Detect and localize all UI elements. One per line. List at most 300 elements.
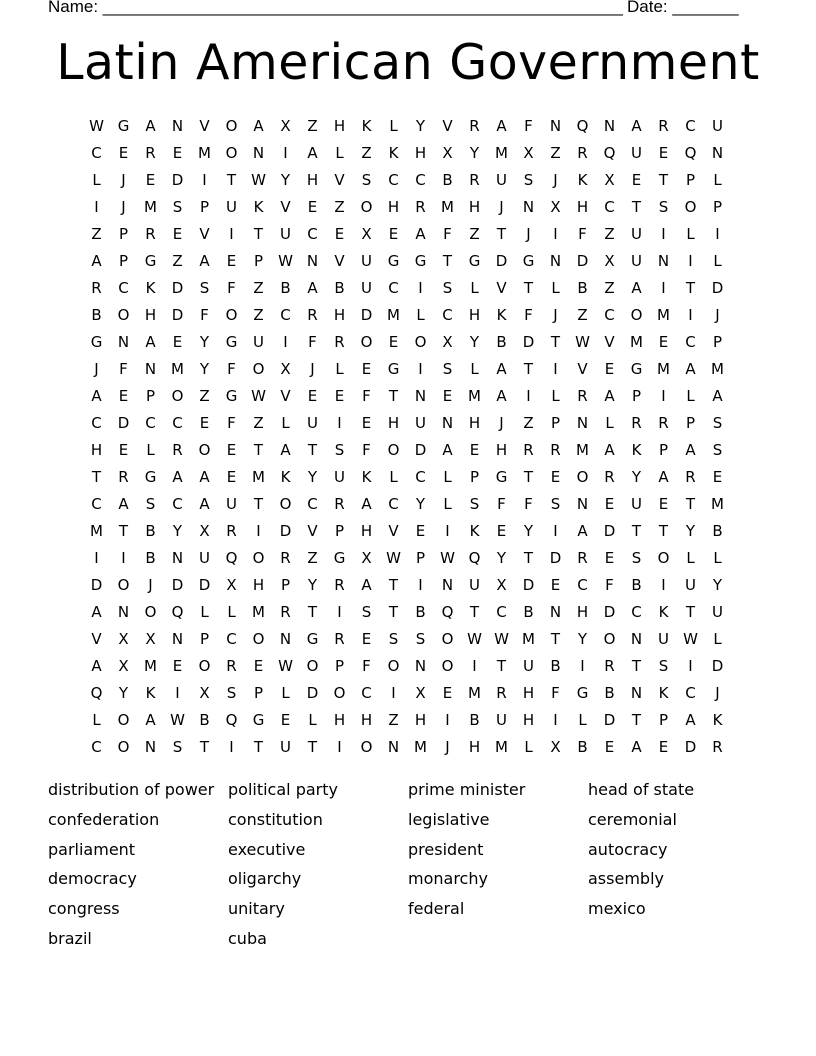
grid-letter: X <box>199 684 210 702</box>
grid-letter: P <box>334 522 345 540</box>
grid-letter: E <box>442 684 453 702</box>
grid-letter: A <box>91 252 102 270</box>
grid-letter: R <box>145 225 156 243</box>
word-list-item: confederation <box>48 809 160 829</box>
grid-letter: R <box>280 603 291 621</box>
grid-letter: I <box>391 684 396 702</box>
grid-letter: T <box>496 225 507 243</box>
grid-letter: I <box>688 252 693 270</box>
grid-letter: V <box>91 630 102 648</box>
grid-letter: A <box>199 468 210 486</box>
grid-letter: P <box>145 387 156 405</box>
grid-letter: M <box>468 387 481 405</box>
grid-letter: G <box>630 360 643 378</box>
grid-letter: X <box>604 252 615 270</box>
grid-letter: X <box>226 576 237 594</box>
grid-letter: Q <box>441 603 454 621</box>
grid-letter: O <box>387 657 400 675</box>
grid-letter: C <box>91 738 102 756</box>
grid-letter: F <box>227 279 236 297</box>
grid-letter: M <box>711 360 724 378</box>
grid-letter: E <box>145 171 156 189</box>
grid-letter: Q <box>171 603 184 621</box>
grid-letter: O <box>441 630 454 648</box>
grid-letter: N <box>414 387 427 405</box>
grid-letter: G <box>306 630 319 648</box>
grid-letter: R <box>604 657 615 675</box>
grid-letter: M <box>522 630 535 648</box>
grid-letter: N <box>576 495 589 513</box>
grid-letter: M <box>576 441 589 459</box>
grid-letter: I <box>94 198 99 216</box>
grid-letter: A <box>307 144 318 162</box>
word-list-item: head of state <box>588 780 695 799</box>
grid-letter: X <box>550 198 561 216</box>
grid-letter: U <box>631 225 642 243</box>
grid-letter: B <box>334 279 345 297</box>
grid-letter: K <box>496 306 507 324</box>
grid-letter: V <box>604 333 615 351</box>
grid-letter: O <box>117 576 130 594</box>
grid-letter: N <box>279 630 292 648</box>
grid-letter: P <box>712 333 723 351</box>
grid-letter: W <box>386 549 401 567</box>
grid-letter: L <box>200 603 209 621</box>
word-list-item: distribution of power <box>48 780 215 799</box>
grid-letter: C <box>604 198 615 216</box>
grid-letter: D <box>90 576 103 594</box>
grid-letter: A <box>91 603 102 621</box>
grid-letter: F <box>551 684 560 702</box>
grid-letter: C <box>118 279 129 297</box>
letter-grid <box>83 113 731 761</box>
grid-letter: P <box>199 198 210 216</box>
grid-letter: A <box>658 468 669 486</box>
grid-letter: V <box>334 171 345 189</box>
grid-letter: P <box>253 684 264 702</box>
grid-letter: X <box>442 144 453 162</box>
grid-letter: H <box>576 198 589 216</box>
grid-letter: A <box>712 387 723 405</box>
grid-letter: T <box>631 657 642 675</box>
grid-letter: F <box>605 576 614 594</box>
grid-letter: P <box>550 414 561 432</box>
name-field-label: Name: _______________________________________________________ <box>48 0 623 16</box>
grid-letter: D <box>711 279 724 297</box>
grid-letter: Y <box>172 522 183 540</box>
grid-letter: Q <box>225 711 238 729</box>
grid-letter: E <box>361 630 372 648</box>
grid-letter: I <box>445 711 450 729</box>
grid-letter: Z <box>253 414 264 432</box>
grid-letter: X <box>604 171 615 189</box>
grid-letter: C <box>307 495 318 513</box>
grid-letter: I <box>94 549 99 567</box>
grid-letter: O <box>603 630 616 648</box>
grid-letter: A <box>118 495 129 513</box>
grid-letter: W <box>494 630 509 648</box>
grid-letter: T <box>253 738 264 756</box>
grid-letter: T <box>523 549 534 567</box>
grid-letter: B <box>496 333 507 351</box>
grid-letter: O <box>252 630 265 648</box>
grid-letter: I <box>283 333 288 351</box>
grid-letter: W <box>89 117 104 135</box>
grid-letter: Q <box>468 549 481 567</box>
grid-letter: E <box>118 144 129 162</box>
grid-letter: I <box>688 657 693 675</box>
grid-letter: E <box>388 333 399 351</box>
grid-letter: E <box>658 738 669 756</box>
grid-letter: K <box>577 171 588 189</box>
grid-letter: E <box>172 657 183 675</box>
grid-letter: W <box>278 252 293 270</box>
grid-letter: S <box>550 495 561 513</box>
grid-letter: R <box>145 144 156 162</box>
grid-letter: L <box>551 279 560 297</box>
grid-letter: P <box>199 630 210 648</box>
grid-letter: A <box>91 657 102 675</box>
grid-letter: N <box>144 360 157 378</box>
grid-letter: P <box>685 414 696 432</box>
grid-letter: D <box>171 171 184 189</box>
grid-letter: N <box>549 603 562 621</box>
grid-letter: A <box>361 576 372 594</box>
grid-letter: J <box>121 198 126 216</box>
grid-letter: M <box>414 738 427 756</box>
grid-letter: T <box>523 279 534 297</box>
grid-letter: N <box>522 198 535 216</box>
grid-letter: R <box>415 198 426 216</box>
grid-letter: K <box>145 279 156 297</box>
grid-letter: L <box>524 738 533 756</box>
grid-letter: I <box>553 522 558 540</box>
grid-letter: I <box>229 738 234 756</box>
grid-letter: M <box>630 333 643 351</box>
grid-letter: C <box>685 684 696 702</box>
grid-letter: X <box>361 549 372 567</box>
grid-letter: F <box>362 387 371 405</box>
grid-letter: I <box>283 144 288 162</box>
grid-letter: P <box>631 387 642 405</box>
grid-letter: C <box>388 171 399 189</box>
grid-letter: Y <box>685 522 696 540</box>
grid-letter: W <box>467 630 482 648</box>
grid-letter: T <box>442 252 453 270</box>
grid-letter: A <box>415 225 426 243</box>
date-field-label: Date: _______ <box>627 0 739 16</box>
grid-letter: N <box>549 252 562 270</box>
grid-letter: H <box>522 684 535 702</box>
grid-letter: E <box>469 441 480 459</box>
grid-letter: E <box>415 522 426 540</box>
grid-letter: C <box>415 468 426 486</box>
grid-letter: E <box>172 225 183 243</box>
grid-letter: T <box>685 603 696 621</box>
grid-letter: N <box>171 549 184 567</box>
grid-letter: E <box>631 171 642 189</box>
grid-letter: M <box>252 468 265 486</box>
grid-letter: L <box>713 252 722 270</box>
grid-letter: D <box>171 279 184 297</box>
grid-letter: I <box>661 576 666 594</box>
grid-letter: H <box>414 711 427 729</box>
grid-letter: W <box>251 171 266 189</box>
grid-letter: T <box>550 333 561 351</box>
grid-letter: A <box>199 252 210 270</box>
grid-letter: E <box>550 468 561 486</box>
grid-letter: A <box>145 711 156 729</box>
grid-letter: V <box>442 117 453 135</box>
grid-letter: O <box>576 468 589 486</box>
grid-letter: Z <box>523 414 534 432</box>
grid-letter: F <box>578 225 587 243</box>
grid-letter: V <box>280 387 291 405</box>
grid-letter: J <box>148 576 153 594</box>
word-list-item: political party <box>228 780 338 799</box>
grid-letter: R <box>280 549 291 567</box>
grid-letter: R <box>307 306 318 324</box>
grid-letter: L <box>551 387 560 405</box>
grid-letter: X <box>280 360 291 378</box>
grid-letter: X <box>361 225 372 243</box>
grid-letter: U <box>334 468 345 486</box>
grid-letter: F <box>524 117 533 135</box>
grid-letter: I <box>337 738 342 756</box>
grid-letter: R <box>91 279 102 297</box>
grid-letter: E <box>658 495 669 513</box>
grid-letter: B <box>523 603 534 621</box>
grid-letter: C <box>172 414 183 432</box>
grid-letter: R <box>172 441 183 459</box>
grid-letter: O <box>171 387 184 405</box>
grid-letter: O <box>360 198 373 216</box>
grid-letter: N <box>441 576 454 594</box>
grid-letter: T <box>469 603 480 621</box>
grid-letter: B <box>712 522 723 540</box>
grid-letter: V <box>334 252 345 270</box>
grid-letter: T <box>658 522 669 540</box>
grid-letter: P <box>118 225 129 243</box>
grid-letter: Z <box>334 198 345 216</box>
grid-letter: T <box>307 738 318 756</box>
grid-letter: N <box>252 144 265 162</box>
grid-letter: E <box>226 252 237 270</box>
grid-letter: W <box>683 630 698 648</box>
grid-letter: E <box>172 144 183 162</box>
grid-letter: U <box>631 495 642 513</box>
grid-letter: O <box>198 441 211 459</box>
grid-letter: V <box>496 279 507 297</box>
grid-letter: E <box>172 333 183 351</box>
grid-letter: M <box>144 657 157 675</box>
grid-letter: P <box>415 549 426 567</box>
grid-letter: T <box>523 360 534 378</box>
grid-letter: B <box>145 522 156 540</box>
grid-letter: E <box>604 360 615 378</box>
grid-letter: T <box>685 495 696 513</box>
grid-letter: P <box>280 576 291 594</box>
grid-letter: B <box>631 576 642 594</box>
grid-letter: K <box>280 468 291 486</box>
grid-letter: O <box>657 549 670 567</box>
grid-letter: Q <box>603 144 616 162</box>
grid-letter: W <box>440 549 455 567</box>
grid-letter: X <box>496 576 507 594</box>
grid-letter: R <box>469 171 480 189</box>
grid-letter: H <box>90 441 103 459</box>
grid-letter: Z <box>469 225 480 243</box>
grid-letter: N <box>117 333 130 351</box>
grid-letter: T <box>253 225 264 243</box>
grid-letter: H <box>414 144 427 162</box>
grid-letter: Z <box>172 252 183 270</box>
grid-letter: R <box>496 684 507 702</box>
grid-letter: L <box>713 549 722 567</box>
grid-letter: E <box>550 576 561 594</box>
grid-letter: A <box>577 522 588 540</box>
word-list-item: brazil <box>48 928 92 948</box>
word-list-item: executive <box>228 839 306 859</box>
grid-letter: L <box>686 225 695 243</box>
grid-letter: U <box>496 171 507 189</box>
grid-letter: D <box>684 738 697 756</box>
grid-letter: E <box>496 522 507 540</box>
grid-letter: E <box>226 468 237 486</box>
word-list-item: monarchy <box>408 869 488 889</box>
grid-letter: L <box>686 387 695 405</box>
grid-letter: J <box>553 306 558 324</box>
grid-letter: R <box>712 738 723 756</box>
grid-letter: Y <box>712 576 723 594</box>
grid-letter: W <box>575 333 590 351</box>
grid-letter: D <box>603 711 616 729</box>
grid-letter: S <box>442 279 453 297</box>
grid-letter: L <box>605 414 614 432</box>
grid-letter: B <box>577 738 588 756</box>
grid-letter: A <box>172 468 183 486</box>
grid-letter: Z <box>361 144 372 162</box>
grid-letter: A <box>253 117 264 135</box>
grid-letter: E <box>388 225 399 243</box>
grid-letter: E <box>334 387 345 405</box>
grid-letter: O <box>252 360 265 378</box>
grid-letter: A <box>631 117 642 135</box>
grid-letter: M <box>90 522 103 540</box>
grid-letter: U <box>280 225 291 243</box>
grid-letter: S <box>199 279 210 297</box>
grid-letter: U <box>307 414 318 432</box>
grid-letter: X <box>415 684 426 702</box>
grid-letter: O <box>684 198 697 216</box>
grid-letter: I <box>418 360 423 378</box>
grid-letter: D <box>711 657 724 675</box>
grid-letter: K <box>658 684 669 702</box>
grid-letter: A <box>361 495 372 513</box>
grid-letter: H <box>333 306 346 324</box>
grid-letter: K <box>712 711 723 729</box>
grid-letter: H <box>360 522 373 540</box>
grid-letter: A <box>199 495 210 513</box>
grid-letter: P <box>658 711 669 729</box>
grid-letter: F <box>227 414 236 432</box>
grid-letter: D <box>414 441 427 459</box>
grid-letter: G <box>576 684 589 702</box>
grid-letter: X <box>442 333 453 351</box>
grid-letter: B <box>469 711 480 729</box>
grid-letter: O <box>387 441 400 459</box>
grid-letter: C <box>91 495 102 513</box>
grid-letter: B <box>280 279 291 297</box>
grid-letter: T <box>118 522 129 540</box>
grid-letter: L <box>308 711 317 729</box>
grid-letter: I <box>256 522 261 540</box>
grid-letter: T <box>550 630 561 648</box>
grid-letter: D <box>576 252 589 270</box>
grid-letter: I <box>337 414 342 432</box>
word-list <box>48 778 768 957</box>
grid-letter: C <box>685 333 696 351</box>
grid-letter: T <box>631 711 642 729</box>
grid-letter: D <box>171 306 184 324</box>
grid-letter: B <box>550 657 561 675</box>
grid-letter: D <box>198 576 211 594</box>
grid-letter: M <box>171 360 184 378</box>
grid-letter: A <box>496 387 507 405</box>
grid-letter: U <box>253 333 264 351</box>
grid-letter: I <box>661 279 666 297</box>
grid-letter: I <box>418 279 423 297</box>
grid-letter: L <box>578 711 587 729</box>
grid-letter: Z <box>307 549 318 567</box>
grid-letter: U <box>658 630 669 648</box>
grid-letter: L <box>335 144 344 162</box>
grid-letter: B <box>199 711 210 729</box>
grid-letter: N <box>576 414 589 432</box>
grid-letter: K <box>469 522 480 540</box>
grid-letter: U <box>199 549 210 567</box>
grid-letter: Y <box>469 144 480 162</box>
grid-letter: Z <box>604 279 615 297</box>
grid-letter: A <box>631 279 642 297</box>
grid-letter: C <box>172 495 183 513</box>
grid-letter: O <box>144 603 157 621</box>
grid-letter: F <box>362 441 371 459</box>
grid-letter: E <box>307 198 318 216</box>
grid-letter: V <box>199 225 210 243</box>
word-list-item: unitary <box>228 899 285 919</box>
grid-letter: P <box>253 252 264 270</box>
grid-letter: X <box>145 630 156 648</box>
grid-letter: H <box>468 306 481 324</box>
grid-letter: Y <box>307 576 318 594</box>
grid-letter: F <box>443 225 452 243</box>
grid-letter: R <box>631 414 642 432</box>
grid-letter: D <box>549 549 562 567</box>
word-list-item: prime minister <box>408 780 526 799</box>
grid-letter: N <box>441 414 454 432</box>
grid-letter: R <box>226 657 237 675</box>
grid-letter: I <box>202 171 207 189</box>
grid-letter: P <box>712 198 723 216</box>
grid-letter: M <box>495 738 508 756</box>
grid-letter: N <box>630 684 643 702</box>
grid-letter: L <box>389 117 398 135</box>
grid-letter: T <box>496 657 507 675</box>
grid-letter: L <box>443 468 452 486</box>
grid-letter: J <box>499 414 504 432</box>
grid-letter: W <box>278 657 293 675</box>
